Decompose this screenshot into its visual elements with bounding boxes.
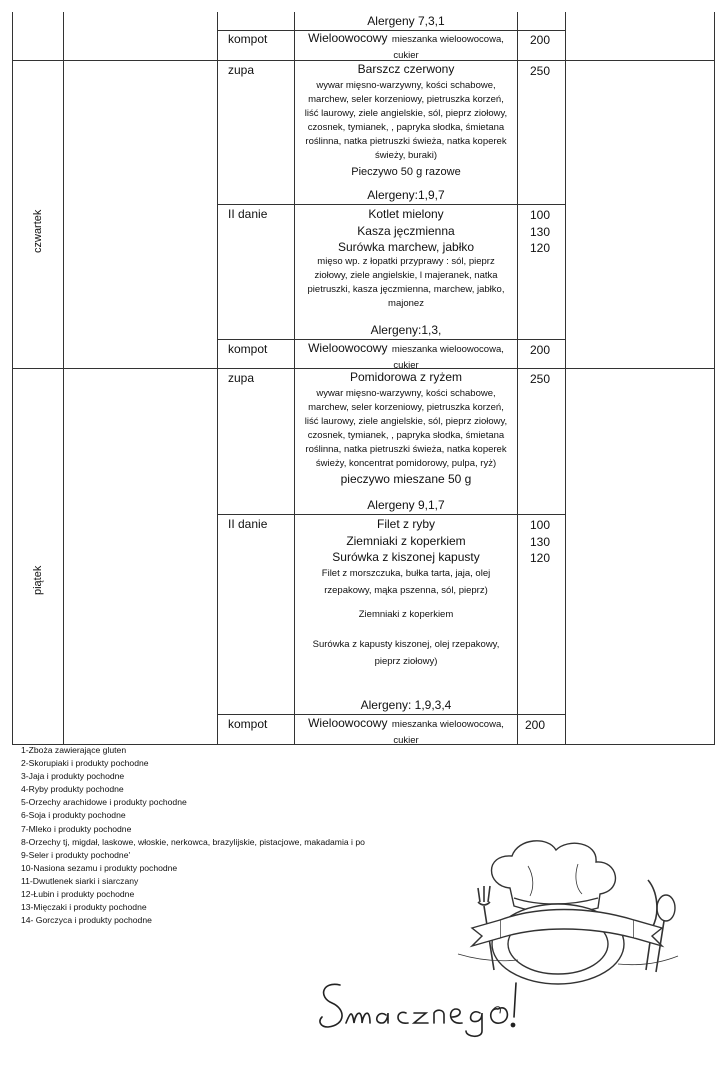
allergen-legend: [21, 744, 365, 927]
fri-kompot-grams: 200: [525, 718, 546, 732]
thu-kompot-grams: 200: [530, 343, 551, 357]
top-kompot-type: kompot: [228, 32, 268, 46]
chef-hat-plate-cutlery-icon: [438, 836, 698, 986]
thu-main-items: Kotlet mielony Kasza jęczmienna Surówka marchew, jabłko: [337, 207, 475, 254]
legend-item: 1-Zboża zawierające gluten: [21, 745, 127, 755]
top-kompot-name: Wieloowocowy: [308, 31, 388, 45]
fri-soup-name: Pomidorowa z ryżem: [349, 370, 463, 384]
fri-soup-grams: 250: [530, 372, 551, 386]
fri-kompot-name: Wieloowocowy: [308, 716, 388, 730]
thu-kompot-cell: [295, 341, 517, 373]
thu-main-allergens: Alergeny:1,3,: [370, 323, 442, 337]
thu-soup-desc: wywar mięsno-warzywny, kości schabowe, marchew, seler korzeniowy, pietruszka korzeń, liść laurowy, ziele angielskie, sól, pieprz ziołowy, czosnek, tymianek, , papryka słodka, śmietana roślinna, natka pietruszki świeża, natka koperek świeży, buraki): [304, 80, 508, 161]
thu-main-type: II danie: [228, 207, 268, 221]
fri-main-desc3: Surówka z kapusty kiszonej, olej rzepakowy, pieprz ziołowy): [312, 639, 500, 667]
fri-main-type: II danie: [228, 517, 268, 531]
legend-item: 11-Dwutlenek siarki i siarczany: [21, 875, 139, 886]
legend-item: 7-Mleko i produkty pochodne: [21, 823, 132, 834]
legend-item: 2-Skorupiaki i produkty pochodne: [21, 758, 149, 769]
fri-main-desc2: Ziemniaki z koperkiem: [358, 609, 454, 620]
day-thursday: czwartek: [32, 209, 44, 253]
fri-soup-allergens: Alergeny 9,1,7: [367, 498, 445, 512]
top-kompot-grams: 200: [530, 33, 551, 47]
legend-item: 6-Soja i produkty pochodne: [21, 810, 126, 821]
thu-kompot-desc: mieszanka wieloowocowa, cukier: [391, 344, 504, 371]
fri-soup-type: zupa: [228, 371, 255, 385]
legend-item: 13-Mięczaki i produkty pochodne: [21, 902, 147, 913]
thu-soup-allergens: Alergeny:1,9,7: [367, 188, 445, 202]
fri-kompot-type: kompot: [228, 717, 268, 731]
fri-soup-bread: pieczywo mieszane 50 g: [340, 472, 472, 486]
legend-item: 5-Orzechy arachidowe i produkty pochodne: [21, 797, 187, 808]
legend-item: 9-Seler i produkty pochodne': [21, 849, 131, 860]
legend-item: 8-Orzechy tj, migdał, laskowe, włoskie, nerkowca, brazylijskie, pistacjowe, makadamia i po: [21, 836, 365, 847]
top-kompot-desc: mieszanka wieloowocowa, cukier: [391, 34, 504, 61]
thu-kompot-type: kompot: [228, 342, 268, 356]
thu-kompot-name: Wieloowocowy: [308, 341, 388, 355]
legend-item: 12-Łubin i produkty pochodne: [21, 889, 135, 900]
fri-main-allergens: Alergeny: 1,9,3,4: [360, 698, 452, 712]
day-friday: piątek: [32, 565, 44, 595]
thu-main-desc: mięso wp. z łopatki przyprawy : sól, pieprz ziołowy, ziele angielskie, l majeranek, natka pietruszki, kasza jęczmienna, marchew, jabłko, majonez: [307, 256, 505, 309]
smacznego-signature: [316, 975, 526, 1039]
fri-main-desc1: Filet z morszczuka, bułka tarta, jaja, olej rzepakowy, mąka pszenna, sól, pieprz): [321, 568, 491, 596]
thu-soup-type: zupa: [228, 63, 255, 77]
legend-item: 3-Jaja i produkty pochodne: [21, 771, 125, 782]
thu-soup-bread: Pieczywo 50 g razowe: [351, 166, 461, 178]
legend-item: 10-Nasiona sezamu i produkty pochodne: [21, 862, 178, 873]
fri-main-items: Filet z ryby Ziemniaki z koperkiem Surówka z kiszonej kapusty: [332, 517, 480, 564]
legend-item: 4-Ryby produkty pochodne: [21, 784, 124, 795]
thu-soup-grams: 250: [530, 64, 551, 78]
top-kompot-cell: [295, 31, 517, 63]
thu-soup-name: Barszcz czerwony: [357, 62, 455, 76]
top-allergens: Alergeny 7,3,1: [367, 14, 445, 28]
legend-item: 14- Gorczyca i produkty pochodne: [21, 915, 152, 926]
fri-kompot-desc: mieszanka wieloowocowa, cukier: [391, 719, 504, 746]
fri-main-grams: 100 130 120: [530, 518, 551, 565]
thu-main-grams: 100 130 120: [530, 208, 551, 255]
menu-table: [12, 12, 715, 745]
fri-soup-desc: wywar mięsno-warzywny, kości schabowe, marchew, seler korzeniowy, pietruszka korzeń, liść laurowy, ziele angielskie, sól, pieprz ziołowy, czosnek, tymianek, , papryka słodka, śmietana roślinna, natka pietruszki świeża, natka koperek świeży, koncentrat pomidorowy, pulpa, ryż): [304, 388, 508, 469]
